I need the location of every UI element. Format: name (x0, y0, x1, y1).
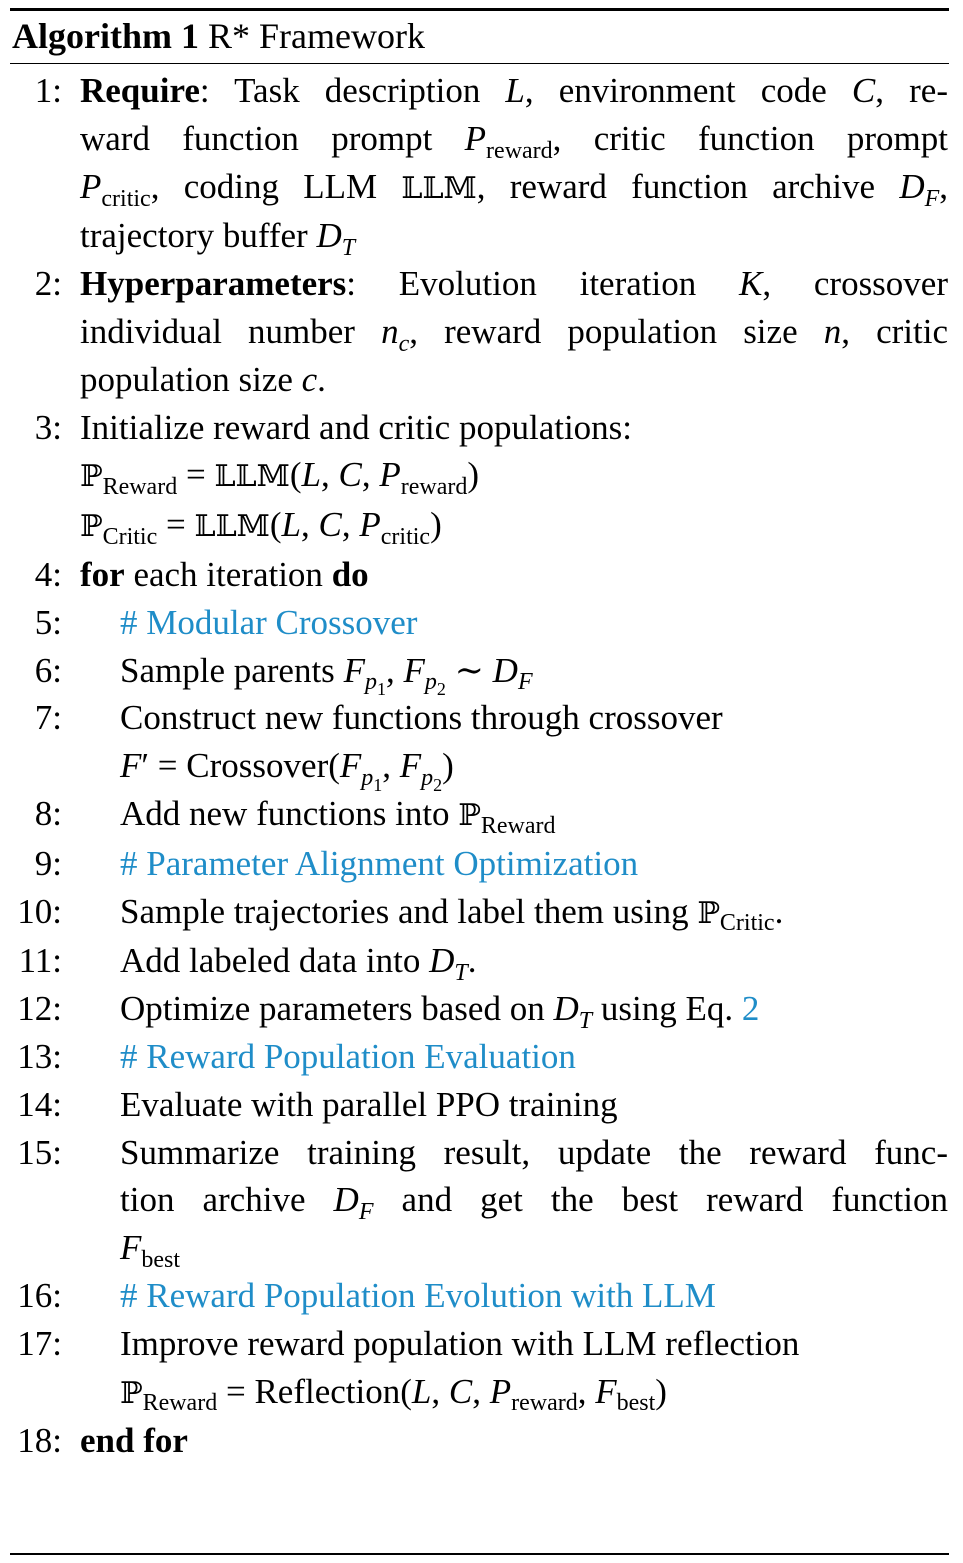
line-number: 2: (34, 264, 62, 304)
line-16: 16: # Reward Population Evolution with LLM (0, 1272, 963, 1320)
line-number: 17: (17, 1323, 62, 1363)
equation-ref-link[interactable]: 2 (741, 989, 760, 1029)
line-11: 11: Add labeled data into $D_T$. (0, 937, 963, 985)
line-number: 3: (34, 407, 62, 447)
llm-symbol: 𝕃𝕃𝕄 (401, 170, 477, 206)
line-12: 12: Optimize parameters based on $D_T$ using Eq. 2 (0, 985, 963, 1033)
line-3: 3: Initialize reward and critic populations: ℙ$_{Reward}$ = 𝕃𝕃𝕄(L, C, $P_{reward}$) ℙ$_{Critic}$ = 𝕃𝕃𝕄(L, C, $P_{critic}$) (0, 404, 963, 551)
line-number: 10: (17, 891, 62, 931)
line-6: 6: Sample parents $F_{p_1}$, $F_{p_2}$ ∼ $D_F$ (0, 647, 963, 695)
caption-title: R* Framework (207, 16, 425, 56)
line-1: 1: Require: Task description L, environment code C, re- ward function prompt $P_{reward}$, critic function prompt $P_{critic}$, coding LLM 𝕃𝕃𝕄, reward function archive $D_F$, trajectory buffer $D_T$ (0, 67, 963, 260)
line-number: 18: (17, 1421, 62, 1461)
line-number: 13: (17, 1036, 62, 1076)
line-8: 8: Add new functions into ℙ$_{Reward}$ (0, 790, 963, 840)
line-9: 9: # Parameter Alignment Optimization (0, 840, 963, 888)
line-number: 11: (18, 941, 62, 981)
line-number: 16: (17, 1275, 62, 1315)
require-keyword: Require (80, 71, 200, 110)
line-number: 4: (34, 554, 62, 594)
line-4: 4: for each iteration do (0, 551, 963, 599)
algorithm-body (0, 67, 963, 1465)
line-10: 10: Sample trajectories and label them using ℙ$_{Critic}$. (0, 888, 963, 938)
line-5: 5: # Modular Crossover (0, 599, 963, 647)
line-number: 1: (34, 71, 62, 110)
hyperparameters-keyword: Hyperparameters (80, 264, 347, 304)
reward-init-equation: ℙ$_{Reward}$ = 𝕃𝕃𝕄(L, C, $P_{reward}$) (80, 455, 480, 501)
line-number: 9: (34, 843, 62, 883)
algorithm-caption (12, 14, 425, 58)
line-number: 7: (34, 698, 62, 738)
line-number: 8: (34, 793, 62, 833)
reflection-equation: ℙ$_{Reward}$ = Reflection(L, C, $P_{reward}$, $F_{best}$) (120, 1371, 667, 1417)
line-number: 14: (17, 1084, 62, 1124)
line-2: 2: Hyperparameters: Evolution iteration K, crossover individual number $n_c$, reward population size n, critic population size c. (0, 260, 963, 403)
line-7: 7: Construct new functions through crossover $F' = Crossover(F_{p_1}$, $F_{p_2}$) (0, 694, 963, 790)
bottom-rule (10, 1553, 949, 1555)
line-17: 17: Improve reward population with LLM reflection ℙ$_{Reward}$ = Reflection(L, C, $P_{reward}$, $F_{best}$) (0, 1320, 963, 1418)
line-number: 6: (34, 650, 62, 690)
top-rule (10, 8, 949, 11)
line-13: 13: # Reward Population Evaluation (0, 1033, 963, 1081)
crossover-equation: $F' = Crossover(F_{p_1}$, $F_{p_2}$) (120, 746, 454, 795)
caption-label: Algorithm 1 (12, 16, 199, 56)
line-number: 12: (17, 989, 62, 1029)
line-18 (0, 1417, 963, 1465)
critic-init-equation: ℙ$_{Critic}$ = 𝕃𝕃𝕄(L, C, $P_{critic}$) (80, 505, 442, 551)
end-for-keyword: end for (80, 1421, 188, 1461)
line-14: 14: Evaluate with parallel PPO training (0, 1081, 963, 1129)
line-15: 15: Summarize training result, update the reward func- tion archive $D_F$ and get the best reward function $F_{best}$ (0, 1129, 963, 1272)
line-number: 5: (34, 602, 62, 642)
line-number: 15: (17, 1132, 62, 1172)
caption-rule (10, 63, 949, 64)
